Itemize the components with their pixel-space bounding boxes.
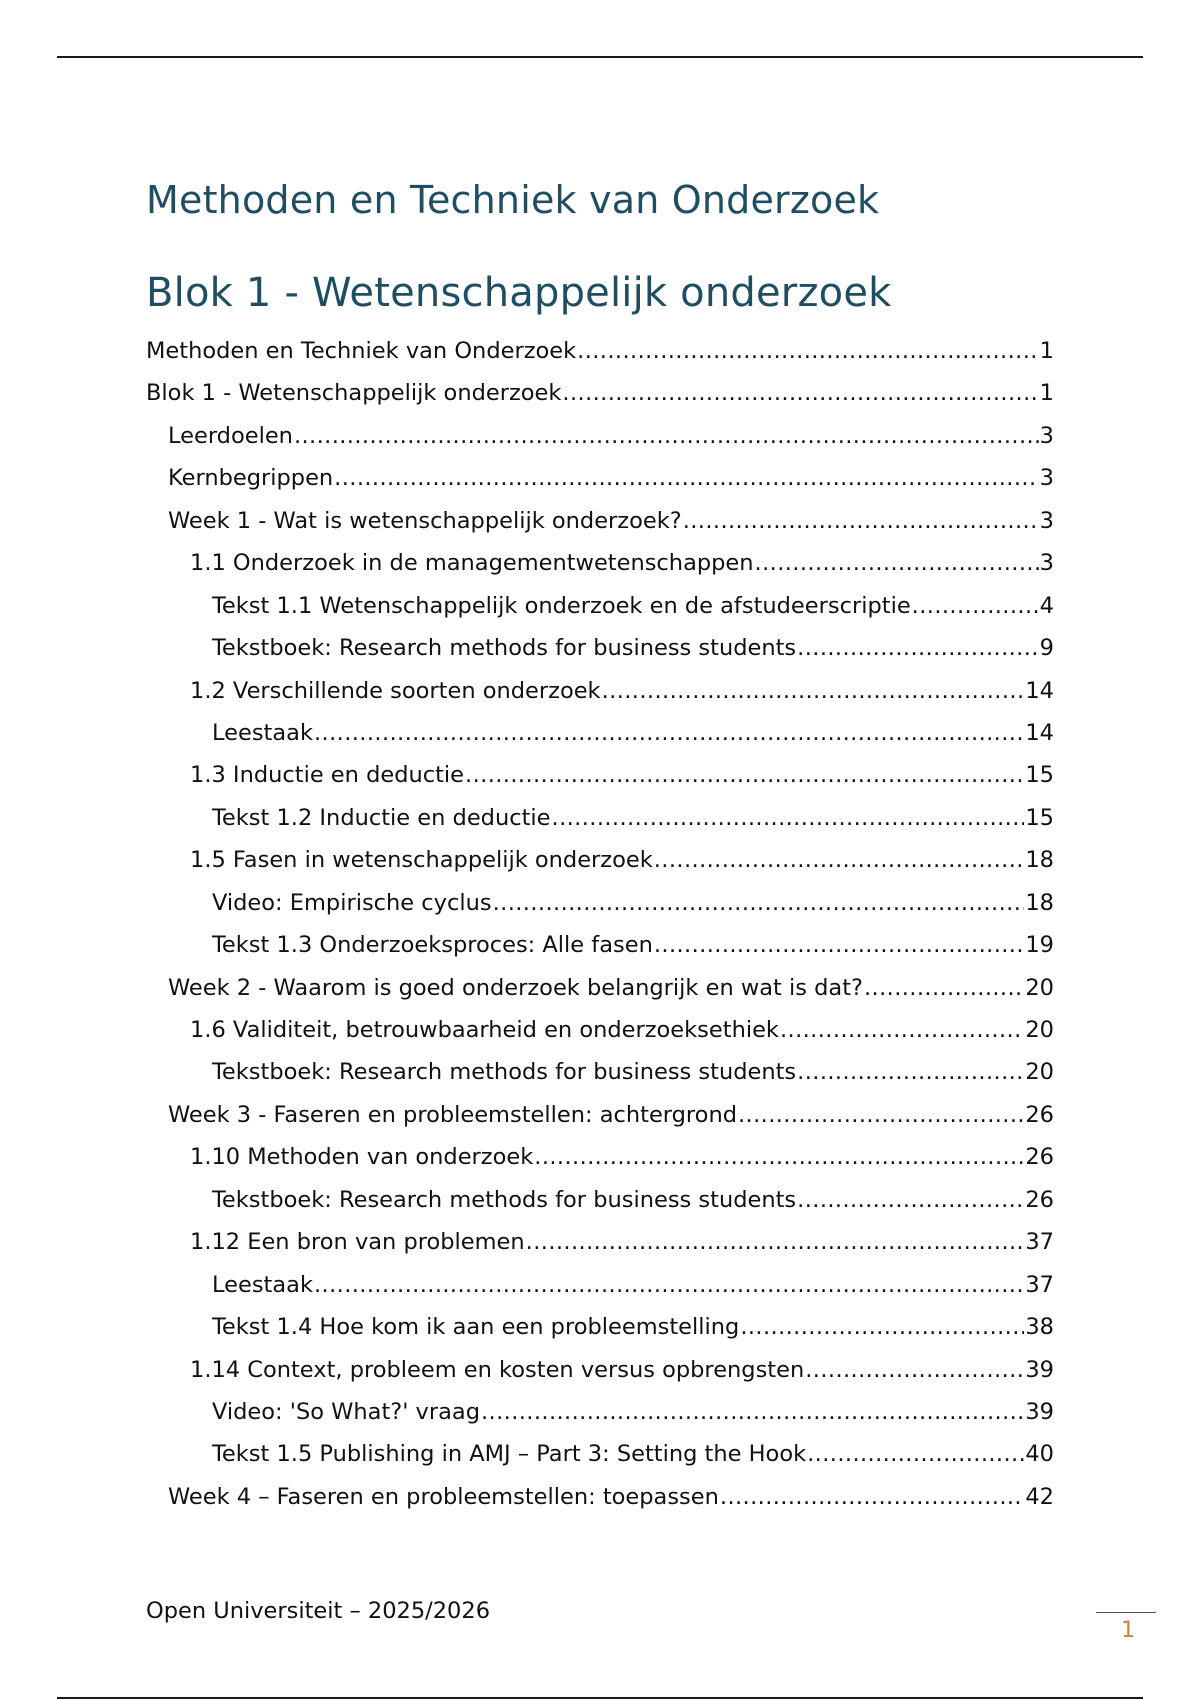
toc-dot-leader	[314, 718, 1024, 748]
toc-entry-title: Tekstboek: Research methods for business students	[212, 1059, 797, 1086]
toc-entry-page: 3	[1039, 550, 1054, 577]
toc-entry-page: 26	[1025, 1186, 1054, 1213]
toc-dot-leader	[577, 336, 1039, 366]
toc-entry[interactable]	[146, 591, 1054, 633]
toc-entry-page: 3	[1039, 422, 1054, 449]
toc-entry-title: 1.5 Fasen in wetenschappelijk onderzoek	[190, 847, 653, 874]
page-number-rule	[1096, 1612, 1156, 1613]
toc-dot-leader	[602, 676, 1025, 706]
toc-entry-page: 37	[1025, 1271, 1054, 1298]
toc-dot-leader	[552, 803, 1025, 833]
toc-dot-leader	[334, 463, 1039, 493]
toc-entry-page: 39	[1025, 1398, 1054, 1425]
toc-entry-page: 26	[1025, 1101, 1054, 1128]
toc-entry-title: Leerdoelen	[168, 422, 293, 449]
toc-entry-title: Blok 1 - Wetenschappelijk onderzoek	[146, 380, 562, 407]
toc-entry[interactable]	[146, 676, 1054, 718]
toc-entry-title: Week 4 – Faseren en probleemstellen: toepassen	[168, 1483, 719, 1510]
toc-dot-leader	[797, 633, 1039, 663]
toc-entry[interactable]	[146, 421, 1054, 463]
toc-entry-title: Leestaak	[212, 1271, 313, 1298]
toc-entry-page: 3	[1039, 507, 1054, 534]
toc-entry[interactable]	[146, 1227, 1054, 1269]
toc-entry[interactable]	[146, 1482, 1054, 1524]
toc-entry-page: 39	[1025, 1356, 1054, 1383]
toc-entry-page: 38	[1025, 1314, 1054, 1341]
toc-entry-title: 1.1 Onderzoek in de managementwetenschappen	[190, 550, 754, 577]
toc-dot-leader	[720, 1482, 1024, 1512]
toc-entry[interactable]	[146, 1185, 1054, 1227]
toc-dot-leader	[864, 973, 1024, 1003]
toc-entry[interactable]	[146, 506, 1054, 548]
toc-dot-leader	[738, 1100, 1024, 1130]
toc-entry-title: Methoden en Techniek van Onderzoek	[146, 338, 577, 364]
toc-entry-page: 15	[1025, 804, 1054, 831]
toc-entry-page: 14	[1025, 677, 1054, 704]
toc-entry[interactable]	[146, 1355, 1054, 1397]
toc-entry-title: 1.6 Validiteit, betrouwbaarheid en onderzoeksethiek	[190, 1017, 779, 1043]
footer-rule	[57, 1697, 1143, 1699]
toc-entry-page: 3	[1039, 465, 1054, 492]
toc-entry[interactable]	[146, 336, 1054, 378]
toc-entry[interactable]	[146, 1015, 1054, 1057]
toc-entry-title: 1.14 Context, probleem en kosten versus opbrengsten	[190, 1356, 805, 1383]
toc-entry[interactable]	[146, 548, 1054, 590]
toc-dot-leader	[526, 1227, 1025, 1257]
toc-entry[interactable]	[146, 463, 1054, 505]
toc-entry[interactable]	[146, 718, 1054, 760]
toc-entry-page: 42	[1025, 1483, 1054, 1510]
toc-entry[interactable]	[146, 1142, 1054, 1184]
toc-entry-title: 1.10 Methoden van onderzoek	[190, 1144, 534, 1171]
block-heading: Blok 1 - Wetenschappelijk onderzoek	[146, 270, 892, 316]
toc-dot-leader	[562, 378, 1038, 408]
toc-entry[interactable]	[146, 1270, 1054, 1312]
toc-entry[interactable]	[146, 973, 1054, 1015]
toc-entry-title: 1.3 Inductie en deductie	[190, 762, 465, 789]
toc-entry-page: 40	[1025, 1441, 1054, 1468]
toc-entry-title: Video: Empirische cyclus	[212, 889, 492, 916]
toc-entry-title: Tekst 1.5 Publishing in AMJ – Part 3: Setting the Hook	[212, 1441, 807, 1468]
toc-dot-leader	[314, 1270, 1024, 1300]
toc-dot-leader	[465, 760, 1024, 790]
toc-entry[interactable]	[146, 803, 1054, 845]
toc-entry-title: Week 3 - Faseren en probleemstellen: achtergrond	[168, 1101, 737, 1128]
header-rule	[57, 56, 1143, 58]
toc-dot-leader	[780, 1015, 1024, 1045]
toc-entry-page: 26	[1025, 1144, 1054, 1171]
toc-dot-leader	[797, 1185, 1024, 1215]
toc-entry-title: Week 2 - Waarom is goed onderzoek belangrijk en wat is dat?	[168, 974, 863, 1001]
toc-dot-leader	[805, 1355, 1024, 1385]
toc-entry-title: 1.12 Een bron van problemen	[190, 1229, 525, 1256]
toc-entry-title: Tekstboek: Research methods for business students	[212, 635, 797, 662]
toc-entry-page: 18	[1025, 889, 1054, 916]
toc-entry-title: Leestaak	[212, 719, 313, 746]
toc-entry-page: 1	[1039, 338, 1054, 364]
toc-entry-page: 37	[1025, 1229, 1054, 1256]
toc-entry-page: 14	[1025, 719, 1054, 746]
toc-entry-page: 4	[1039, 592, 1054, 619]
toc-entry[interactable]	[146, 378, 1054, 420]
table-of-contents	[146, 336, 1054, 1524]
toc-entry-title: Tekst 1.2 Inductie en deductie	[212, 804, 551, 831]
toc-dot-leader	[654, 845, 1025, 875]
toc-dot-leader	[807, 1439, 1024, 1469]
toc-entry[interactable]	[146, 845, 1054, 887]
toc-entry[interactable]	[146, 1312, 1054, 1354]
toc-entry[interactable]	[146, 1397, 1054, 1439]
toc-dot-leader	[740, 1312, 1024, 1342]
toc-dot-leader	[534, 1142, 1024, 1172]
toc-entry[interactable]	[146, 1057, 1054, 1099]
toc-entry-page: 20	[1025, 974, 1054, 1001]
toc-dot-leader	[683, 506, 1039, 536]
toc-entry-title: Tekst 1.3 Onderzoeksproces: Alle fasen	[212, 932, 653, 959]
toc-entry[interactable]	[146, 633, 1054, 675]
toc-entry-page: 20	[1025, 1059, 1054, 1086]
toc-entry-page: 19	[1025, 932, 1054, 959]
toc-dot-leader	[755, 548, 1039, 578]
toc-entry-title: Tekstboek: Research methods for business students	[212, 1186, 797, 1213]
toc-entry-title: Kernbegrippen	[168, 465, 334, 492]
toc-entry-page: 1	[1039, 380, 1054, 407]
toc-entry-title: Video: 'So What?' vraag	[212, 1398, 480, 1425]
toc-entry-page: 9	[1039, 635, 1054, 662]
toc-dot-leader	[797, 1057, 1024, 1087]
toc-entry[interactable]	[146, 760, 1054, 802]
document-title: Methoden en Techniek van Onderzoek	[146, 178, 880, 222]
toc-entry-title: 1.2 Verschillende soorten onderzoek	[190, 677, 601, 704]
toc-entry-title: Tekst 1.1 Wetenschappelijk onderzoek en de afstudeerscriptie	[212, 592, 911, 619]
toc-entry[interactable]	[146, 888, 1054, 930]
page-number: 1	[1121, 1618, 1135, 1643]
toc-entry-title: Tekst 1.4 Hoe kom ik aan een probleemstelling	[212, 1314, 740, 1341]
toc-dot-leader	[493, 888, 1025, 918]
toc-entry[interactable]	[146, 1439, 1054, 1481]
footer-institution: Open Universiteit – 2025/2026	[146, 1598, 491, 1624]
toc-entry-page: 18	[1025, 847, 1054, 874]
toc-dot-leader	[294, 421, 1039, 451]
toc-entry-title: Week 1 - Wat is wetenschappelijk onderzoek?	[168, 507, 682, 534]
toc-entry[interactable]	[146, 930, 1054, 972]
toc-entry[interactable]	[146, 1100, 1054, 1142]
toc-entry-page: 15	[1025, 762, 1054, 789]
toc-dot-leader	[481, 1397, 1024, 1427]
toc-entry-page: 20	[1025, 1017, 1054, 1043]
toc-dot-leader	[912, 591, 1039, 621]
toc-dot-leader	[654, 930, 1025, 960]
